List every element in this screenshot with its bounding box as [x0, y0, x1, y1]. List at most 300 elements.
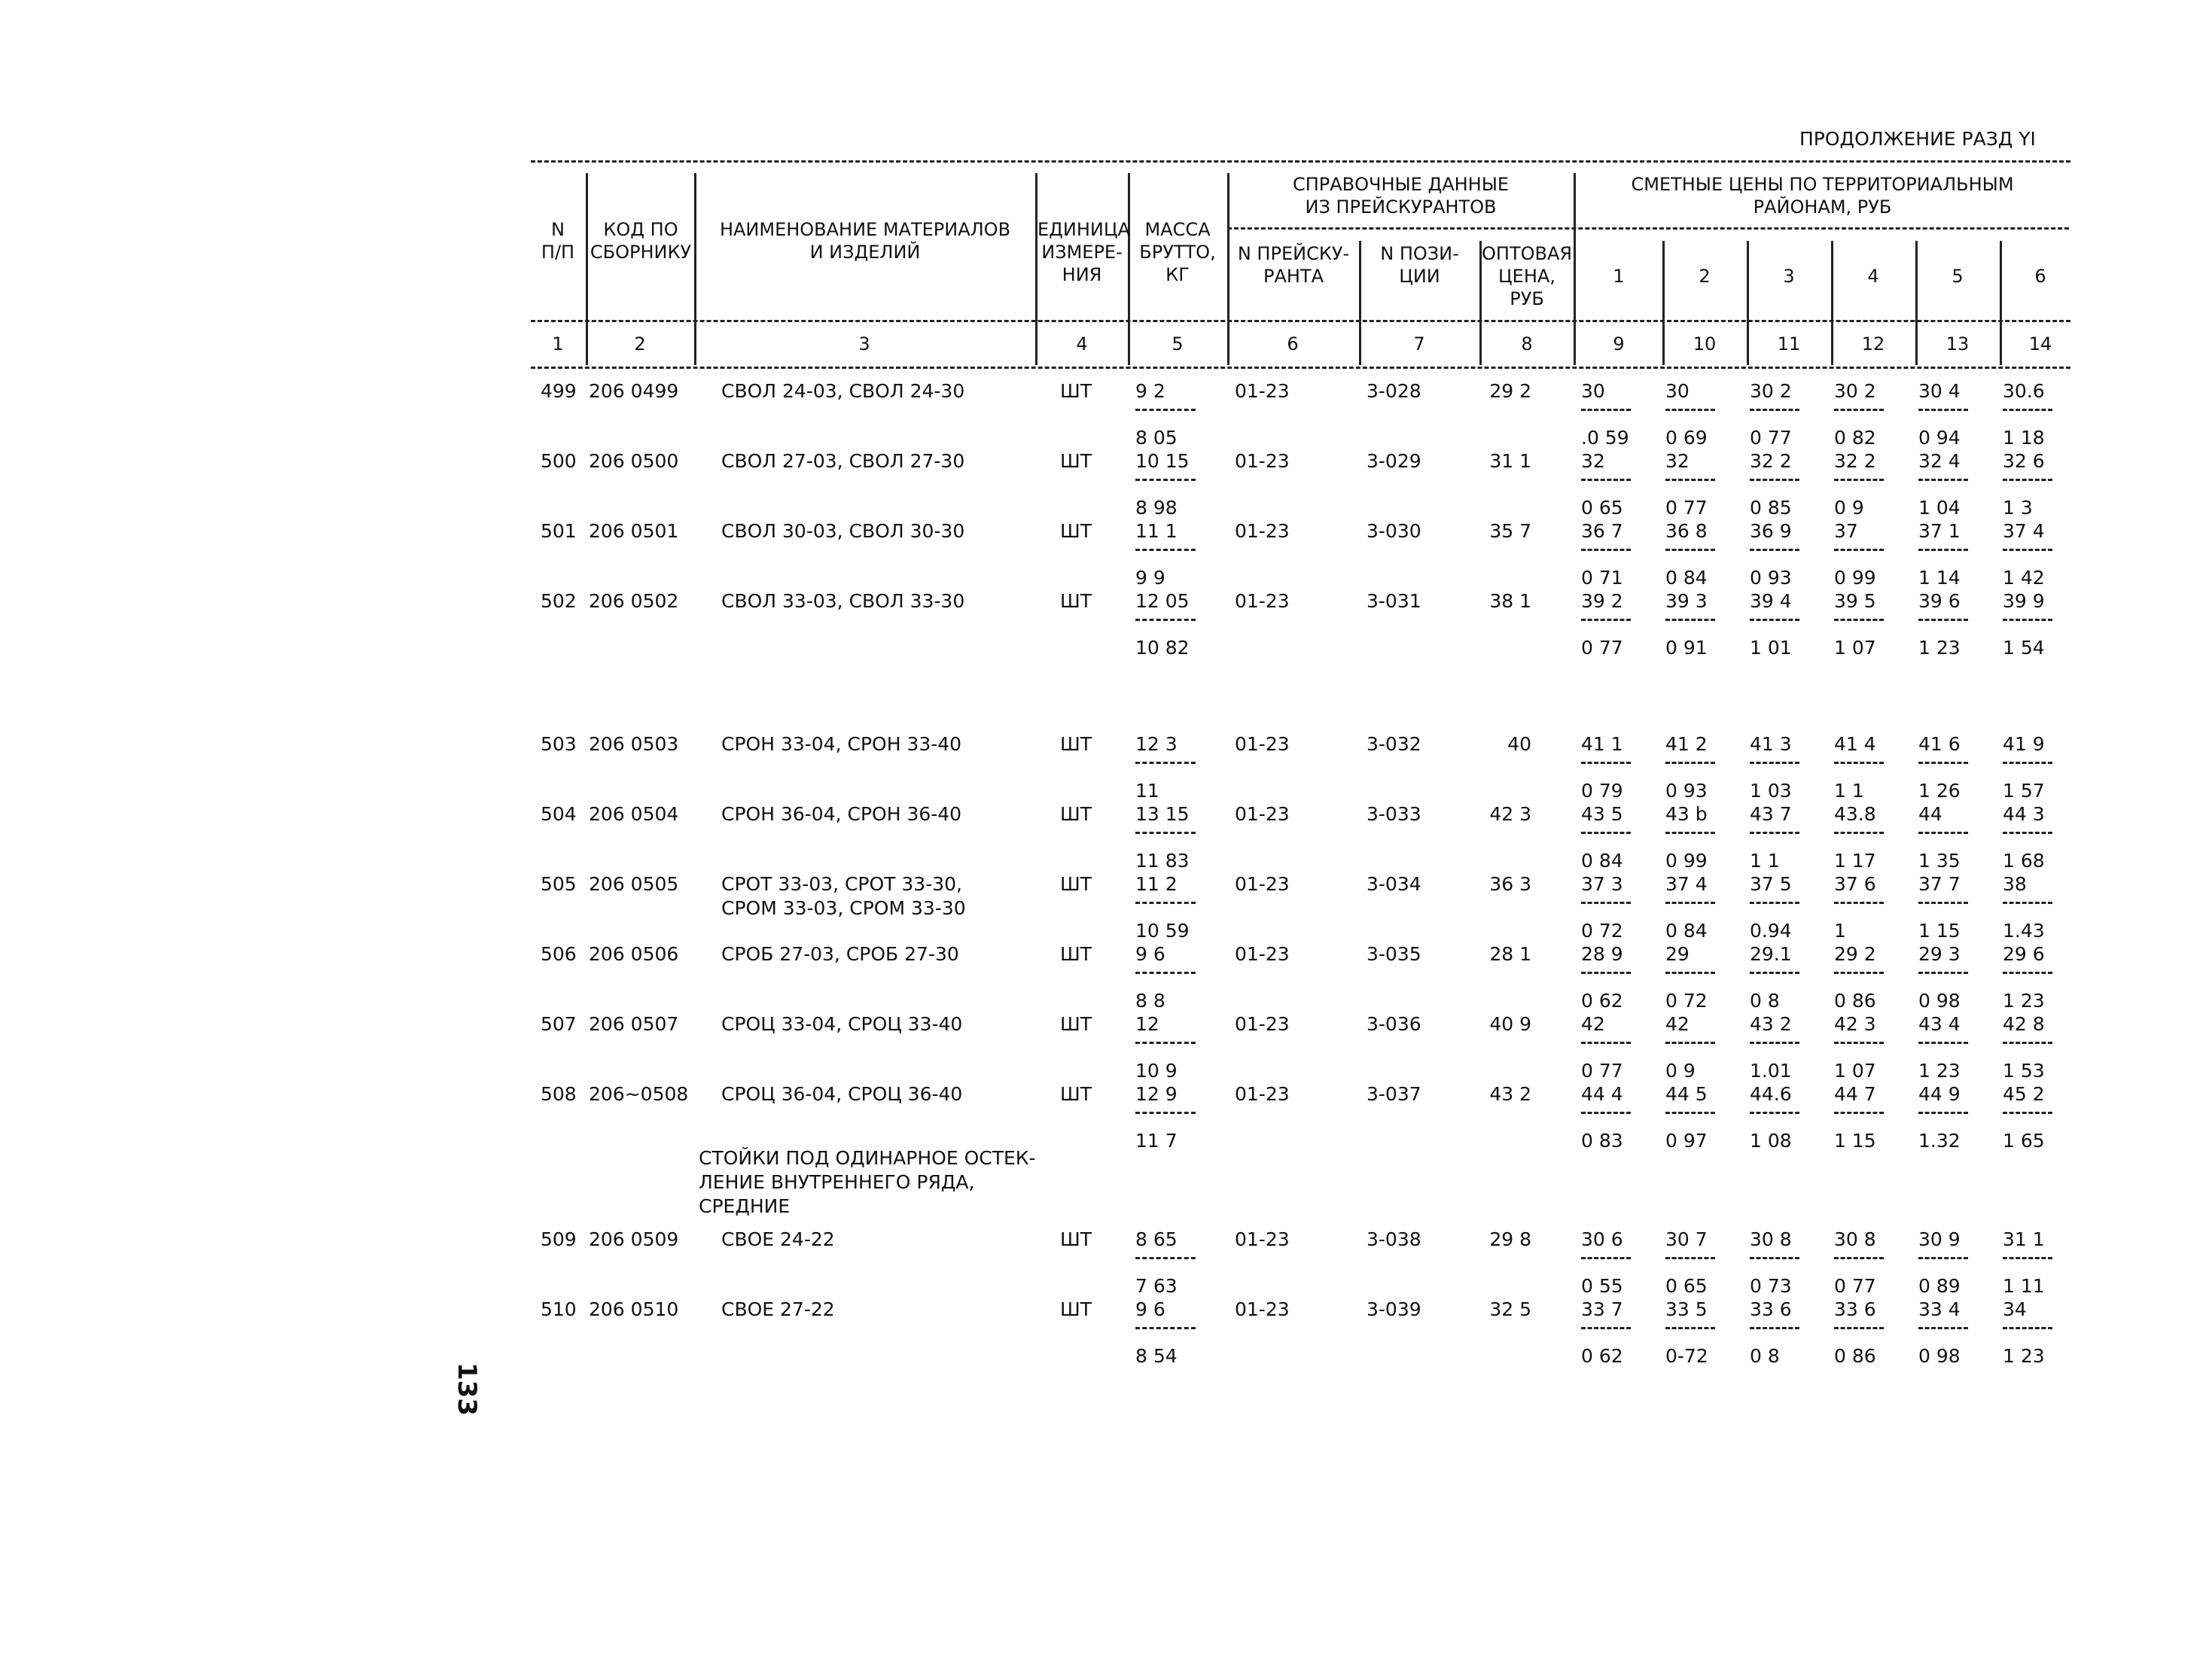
row-price: 29 3: [1918, 943, 1961, 965]
row-price-add: 1 15: [1918, 920, 1961, 942]
row-mass: 12: [1135, 1013, 1159, 1035]
row-number: 501: [541, 520, 577, 542]
row-price-add: 1 54: [2003, 637, 2045, 659]
row-pricelist: 01-23: [1235, 590, 1290, 612]
column-number: 4: [1076, 333, 1088, 355]
row-price-add: 1 11: [2003, 1275, 2045, 1297]
mass-divider: [1135, 762, 1196, 764]
price-divider: [1750, 972, 1799, 974]
price-divider: [1918, 1042, 1968, 1044]
price-divider: [2003, 902, 2052, 904]
row-pricelist: 01-23: [1235, 733, 1290, 755]
mass-divider: [1135, 972, 1196, 974]
row-price-add: 0 77: [1665, 497, 1708, 519]
row-unit: ШТ: [1060, 873, 1092, 895]
row-price-add: 1 26: [1918, 780, 1961, 802]
row-price-add: 1 17: [1834, 850, 1876, 872]
row-price: 44: [1918, 803, 1942, 825]
row-name: СВОЛ 33-03, СВОЛ 33-30: [721, 590, 965, 612]
row-price-add: 0 94: [1918, 427, 1961, 449]
price-divider: [1834, 972, 1884, 974]
row-number: 502: [541, 590, 577, 612]
price-divider: [1581, 762, 1631, 764]
row-wholesale: 28 1: [1489, 943, 1531, 965]
column-number: 13: [1945, 333, 1970, 355]
col-code-head: КОД ПО СБОРНИКУ: [590, 219, 692, 263]
row-mass: 12 05: [1135, 590, 1190, 612]
price-divider: [1581, 902, 1631, 904]
row-price: 42 3: [1834, 1013, 1876, 1035]
row-price-add: 0 84: [1665, 567, 1708, 589]
header-bottom-rule: [531, 320, 2070, 322]
row-price-add: 0 98: [1918, 1345, 1961, 1367]
district-number: 6: [2034, 266, 2046, 287]
row-mass: 11 2: [1135, 873, 1178, 895]
row-price-add: 1 07: [1834, 637, 1876, 659]
row-name: СРОЦ 36-04, СРОЦ 36-40: [721, 1083, 963, 1105]
row-price-add: 0 82: [1834, 427, 1876, 449]
row-price: 44 3: [2003, 803, 2045, 825]
row-price-add: 0 77: [1750, 427, 1792, 449]
row-price-add: 1: [1834, 920, 1846, 942]
row-name: СВОЕ 27-22: [721, 1298, 835, 1320]
row-price-add: 0 89: [1918, 1275, 1961, 1297]
col-ref-head: СПРАВОЧНЫЕ ДАННЫЕ ИЗ ПРЕЙСКУРАНТОВ: [1292, 174, 1510, 218]
row-price: 36 7: [1581, 520, 1623, 542]
price-divider: [1750, 619, 1799, 621]
row-price: 41 4: [1834, 733, 1876, 755]
row-code: 206~0508: [589, 1083, 689, 1105]
row-price: 30 8: [1834, 1228, 1876, 1250]
price-divider: [1918, 1112, 1968, 1114]
row-code: 206 0502: [589, 590, 679, 612]
column-number: 14: [2028, 333, 2052, 355]
price-divider: [2003, 1042, 2052, 1044]
row-price-add: 1.01: [1750, 1060, 1792, 1082]
row-mass-net: 8 54: [1135, 1345, 1178, 1367]
column-number: 9: [1613, 333, 1625, 355]
column-number: 1: [552, 333, 564, 355]
row-wholesale: 40: [1507, 733, 1531, 755]
row-price: 30.6: [2003, 380, 2045, 402]
row-price: 38: [2003, 873, 2027, 895]
row-price: 28 9: [1581, 943, 1623, 965]
price-divider: [2003, 832, 2052, 834]
row-price: 39 9: [2003, 590, 2045, 612]
row-price-add: 0 65: [1581, 497, 1623, 519]
price-divider: [1834, 409, 1884, 411]
row-price-add: 1 53: [2003, 1060, 2045, 1082]
row-price: 32: [1665, 450, 1690, 472]
row-price: 34: [2003, 1298, 2027, 1320]
price-divider: [1750, 549, 1799, 551]
row-price-add: .0 59: [1581, 427, 1629, 449]
row-pricelist: 01-23: [1235, 803, 1290, 825]
row-position: 3-030: [1367, 520, 1421, 542]
row-price-add: 1 1: [1750, 850, 1780, 872]
row-mass: 9 2: [1135, 380, 1165, 402]
row-position: 3-034: [1367, 873, 1421, 895]
mass-divider: [1135, 549, 1196, 551]
row-mass: 11 1: [1135, 520, 1178, 542]
row-price: 30 4: [1918, 380, 1961, 402]
row-price-add: 1 08: [1750, 1130, 1792, 1152]
row-price-add: 0 85: [1750, 497, 1792, 519]
price-divider: [1834, 1112, 1884, 1114]
row-position: 3-038: [1367, 1228, 1421, 1250]
row-price: 37 6: [1834, 873, 1876, 895]
price-divider: [1918, 1327, 1968, 1329]
price-divider: [1918, 479, 1968, 481]
row-price-add: 0 83: [1581, 1130, 1623, 1152]
price-divider: [1750, 1042, 1799, 1044]
price-divider: [1581, 549, 1631, 551]
row-wholesale: 29 8: [1489, 1228, 1531, 1250]
row-price: 36 8: [1665, 520, 1708, 542]
row-mass-net: 11 7: [1135, 1130, 1178, 1152]
row-wholesale: 35 7: [1489, 520, 1531, 542]
price-divider: [1665, 1042, 1715, 1044]
row-mass-net: 8 8: [1135, 990, 1165, 1012]
row-position: 3-029: [1367, 450, 1421, 472]
row-price-add: 0 8: [1750, 1345, 1780, 1367]
row-price: 32 2: [1750, 450, 1792, 472]
row-price: 30 8: [1750, 1228, 1792, 1250]
row-mass-net: 8 05: [1135, 427, 1178, 449]
row-name: СВОЛ 24-03, СВОЛ 24-30: [721, 380, 965, 402]
row-price: 41 2: [1665, 733, 1708, 755]
row-number: 499: [541, 380, 577, 402]
price-divider: [1581, 1257, 1631, 1259]
price-divider: [1750, 1257, 1799, 1259]
row-price: 44 7: [1834, 1083, 1876, 1105]
row-code: 206 0505: [589, 873, 679, 895]
row-price-add: 0 9: [1834, 497, 1864, 519]
row-price-add: 0 8: [1750, 990, 1780, 1012]
row-mass: 9 6: [1135, 943, 1165, 965]
row-name-cont: СРОМ 33-03, СРОМ 33-30: [721, 897, 966, 919]
row-code: 206 0499: [589, 380, 679, 402]
district-number: 5: [1952, 266, 1964, 287]
row-price-add: 0 9: [1665, 1060, 1696, 1082]
row-unit: ШТ: [1060, 803, 1092, 825]
row-wholesale: 31 1: [1489, 450, 1531, 472]
row-number: 505: [541, 873, 577, 895]
page-number: 133: [452, 1362, 482, 1416]
row-price: 43 7: [1750, 803, 1792, 825]
row-mass-net: 10 59: [1135, 920, 1190, 942]
row-mass-net: 11 83: [1135, 850, 1190, 872]
row-price: 39 5: [1834, 590, 1876, 612]
price-divider: [1918, 902, 1968, 904]
price-divider: [2003, 409, 2052, 411]
row-price-add: 0 84: [1665, 920, 1708, 942]
row-mass-net: 9 9: [1135, 567, 1165, 589]
price-divider: [1581, 1112, 1631, 1114]
price-divider: [1918, 762, 1968, 764]
row-price-add: 0 91: [1665, 637, 1708, 659]
mass-divider: [1135, 1112, 1196, 1114]
row-price: 43 b: [1665, 803, 1708, 825]
row-price-add: 0 71: [1581, 567, 1623, 589]
mass-divider: [1135, 1042, 1196, 1044]
row-price: 43 5: [1581, 803, 1623, 825]
price-divider: [1750, 762, 1799, 764]
row-price: 42: [1665, 1013, 1690, 1035]
price-divider: [1918, 409, 1968, 411]
section-label: СТОЙКИ ПОД ОДИНАРНОЕ ОСТЕК- ЛЕНИЕ ВНУТРЕННЕГО РЯДА, СРЕДНИЕ: [699, 1147, 1036, 1217]
row-price: 42: [1581, 1013, 1605, 1035]
row-mass-net: 8 98: [1135, 497, 1178, 519]
row-price-add: 0 69: [1665, 427, 1708, 449]
column-number: 5: [1172, 333, 1184, 355]
col-name-head: НАИМЕНОВАНИЕ МАТЕРИАЛОВ И ИЗДЕЛИЙ: [719, 219, 1011, 263]
row-price-add: 1 23: [2003, 1345, 2045, 1367]
price-divider: [1665, 409, 1715, 411]
price-divider: [1581, 619, 1631, 621]
col-position-head: N ПОЗИ- ЦИИ: [1380, 243, 1459, 287]
header-mid-rule: [1227, 227, 2069, 230]
row-price: 44 9: [1918, 1083, 1961, 1105]
row-price-add: 1 68: [2003, 850, 2045, 872]
col-estimate-head: СМЕТНЫЕ ЦЕНЫ ПО ТЕРРИТОРИАЛЬНЫМ РАЙОНАМ, РУБ: [1631, 174, 2014, 218]
row-price-add: 1 07: [1834, 1060, 1876, 1082]
price-divider: [1834, 902, 1884, 904]
price-divider: [1834, 479, 1884, 481]
row-pricelist: 01-23: [1235, 1228, 1290, 1250]
row-wholesale: 40 9: [1489, 1013, 1531, 1035]
row-unit: ШТ: [1060, 520, 1092, 542]
row-mass: 10 15: [1135, 450, 1190, 472]
row-mass-net: 10 82: [1135, 637, 1190, 659]
row-code: 206 0500: [589, 450, 679, 472]
row-price: 30 6: [1581, 1228, 1623, 1250]
row-price: 39 6: [1918, 590, 1961, 612]
mass-divider: [1135, 479, 1196, 481]
column-number: 2: [634, 333, 646, 355]
row-wholesale: 32 5: [1489, 1298, 1531, 1320]
header-sep: [1831, 241, 1833, 365]
row-pricelist: 01-23: [1235, 450, 1290, 472]
price-divider: [1834, 762, 1884, 764]
mass-divider: [1135, 409, 1196, 411]
price-divider: [1918, 549, 1968, 551]
row-price: 33 5: [1665, 1298, 1708, 1320]
price-divider: [1750, 1112, 1799, 1114]
row-price-add: 0 72: [1665, 990, 1708, 1012]
price-divider: [2003, 619, 2052, 621]
column-number: 6: [1287, 333, 1299, 355]
row-price: 44.6: [1750, 1083, 1792, 1105]
price-divider: [1665, 1257, 1715, 1259]
mass-divider: [1135, 619, 1196, 621]
row-mass: 13 15: [1135, 803, 1190, 825]
price-divider: [1834, 1257, 1884, 1259]
price-divider: [1665, 972, 1715, 974]
row-position: 3-036: [1367, 1013, 1421, 1035]
row-number: 510: [541, 1298, 577, 1320]
row-price-add: 0.94: [1750, 920, 1792, 942]
row-price-add: 0 86: [1834, 1345, 1876, 1367]
price-divider: [1665, 479, 1715, 481]
row-price-add: 0 97: [1665, 1130, 1708, 1152]
row-name: СРОТ 33-03, СРОТ 33-30,: [721, 873, 962, 895]
price-divider: [1581, 1327, 1631, 1329]
row-position: 3-032: [1367, 733, 1421, 755]
row-price-add: 0 98: [1918, 990, 1961, 1012]
row-wholesale: 29 2: [1489, 380, 1531, 402]
price-divider: [1665, 1112, 1715, 1114]
price-divider: [1665, 902, 1715, 904]
row-wholesale: 38 1: [1489, 590, 1531, 612]
row-position: 3-031: [1367, 590, 1421, 612]
row-position: 3-035: [1367, 943, 1421, 965]
row-wholesale: 43 2: [1489, 1083, 1531, 1105]
price-divider: [1918, 972, 1968, 974]
row-price: 33 7: [1581, 1298, 1623, 1320]
district-number: 2: [1699, 266, 1711, 287]
row-name: СРОН 36-04, СРОН 36-40: [721, 803, 962, 825]
mass-divider: [1135, 1257, 1196, 1259]
row-name: СРОН 33-04, СРОН 33-40: [721, 733, 962, 755]
row-price-add: 0 65: [1665, 1275, 1708, 1297]
col-unit-head: ЕДИНИЦА ИЗМЕРЕ- НИЯ: [1037, 219, 1130, 285]
row-pricelist: 01-23: [1235, 1298, 1290, 1320]
row-price-add: 1.32: [1918, 1130, 1961, 1152]
row-price-add: 1 23: [1918, 637, 1961, 659]
row-price: 30 2: [1834, 380, 1876, 402]
row-mass: 12 9: [1135, 1083, 1178, 1105]
row-unit: ШТ: [1060, 1013, 1092, 1035]
column-number: 8: [1521, 333, 1533, 355]
row-price-add: 1 23: [2003, 990, 2045, 1012]
price-divider: [2003, 1257, 2052, 1259]
price-divider: [1834, 619, 1884, 621]
column-number: 7: [1413, 333, 1425, 355]
row-price: 42 8: [2003, 1013, 2045, 1035]
row-price: 41 6: [1918, 733, 1961, 755]
row-price: 39 3: [1665, 590, 1708, 612]
row-position: 3-039: [1367, 1298, 1421, 1320]
district-number: 4: [1867, 266, 1879, 287]
row-code: 206 0506: [589, 943, 679, 965]
row-price: 31 1: [2003, 1228, 2045, 1250]
row-unit: ШТ: [1060, 1298, 1092, 1320]
row-mass: 9 6: [1135, 1298, 1165, 1320]
row-unit: ШТ: [1060, 1228, 1092, 1250]
row-pricelist: 01-23: [1235, 520, 1290, 542]
price-divider: [2003, 1112, 2052, 1114]
row-unit: ШТ: [1060, 1083, 1092, 1105]
price-divider: [2003, 762, 2052, 764]
price-divider: [1665, 549, 1715, 551]
row-price: 43.8: [1834, 803, 1876, 825]
row-unit: ШТ: [1060, 450, 1092, 472]
row-mass: 8 65: [1135, 1228, 1178, 1250]
row-price: 37 5: [1750, 873, 1792, 895]
row-number: 500: [541, 450, 577, 472]
row-number: 506: [541, 943, 577, 965]
row-price: 45 2: [2003, 1083, 2045, 1105]
row-price: 37 7: [1918, 873, 1961, 895]
row-price: 30 2: [1750, 380, 1792, 402]
price-divider: [1834, 549, 1884, 551]
row-number: 508: [541, 1083, 577, 1105]
price-divider: [1750, 479, 1799, 481]
row-price: 39 2: [1581, 590, 1623, 612]
price-divider: [2003, 1327, 2052, 1329]
price-divider: [2003, 479, 2052, 481]
row-price-add: 1 1: [1834, 780, 1864, 802]
row-price-add: 1 01: [1750, 637, 1792, 659]
row-price: 29: [1665, 943, 1690, 965]
row-name: СВОЕ 24-22: [721, 1228, 835, 1250]
row-price: 37 4: [1665, 873, 1708, 895]
row-price-add: 0 62: [1581, 990, 1623, 1012]
row-position: 3-028: [1367, 380, 1421, 402]
row-price-add: 1 35: [1918, 850, 1961, 872]
row-price: 37 1: [1918, 520, 1961, 542]
row-name: СРОЦ 33-04, СРОЦ 33-40: [721, 1013, 963, 1035]
row-pricelist: 01-23: [1235, 1013, 1290, 1035]
row-code: 206 0501: [589, 520, 679, 542]
row-number: 503: [541, 733, 577, 755]
row-price: 32 4: [1918, 450, 1961, 472]
col-pricelist-head: N ПРЕЙСКУ- РАНТА: [1237, 243, 1350, 287]
row-pricelist: 01-23: [1235, 943, 1290, 965]
price-divider: [1750, 1327, 1799, 1329]
column-number: 11: [1777, 333, 1801, 355]
row-price-add: 0 93: [1750, 567, 1792, 589]
row-price: 29 6: [2003, 943, 2045, 965]
row-number: 507: [541, 1013, 577, 1035]
row-price: 36 9: [1750, 520, 1792, 542]
price-divider: [1665, 1327, 1715, 1329]
row-price: 32 2: [1834, 450, 1876, 472]
col-n-head: N П/П: [541, 219, 575, 263]
column-numbers-rule: [531, 367, 2070, 369]
row-mass-net: 10 9: [1135, 1060, 1178, 1082]
column-number: 3: [858, 333, 870, 355]
price-divider: [1581, 479, 1631, 481]
price-divider: [1665, 619, 1715, 621]
row-price: 44 5: [1665, 1083, 1708, 1105]
row-price-add: 1.43: [2003, 920, 2045, 942]
row-price: 29.1: [1750, 943, 1792, 965]
row-position: 3-037: [1367, 1083, 1421, 1105]
district-number: 3: [1783, 266, 1795, 287]
row-price: 30 9: [1918, 1228, 1961, 1250]
row-price: 44 4: [1581, 1083, 1623, 1105]
row-price: 33 6: [1834, 1298, 1876, 1320]
row-mass-net: 11: [1135, 780, 1159, 802]
price-divider: [1750, 409, 1799, 411]
price-divider: [1750, 902, 1799, 904]
row-code: 206 0503: [589, 733, 679, 755]
district-number: 1: [1613, 266, 1625, 287]
row-price: 41 3: [1750, 733, 1792, 755]
row-price-add: 0 73: [1750, 1275, 1792, 1297]
row-price-add: 0 93: [1665, 780, 1708, 802]
row-price: 30: [1665, 380, 1690, 402]
row-price: 32 6: [2003, 450, 2045, 472]
price-divider: [1834, 1042, 1884, 1044]
row-price-add: 1 42: [2003, 567, 2045, 589]
row-wholesale: 36 3: [1489, 873, 1531, 895]
row-price-add: 1 03: [1750, 780, 1792, 802]
col-mass-head: МАССА БРУТТО, КГ: [1139, 219, 1216, 285]
row-price-add: 0 86: [1834, 990, 1876, 1012]
